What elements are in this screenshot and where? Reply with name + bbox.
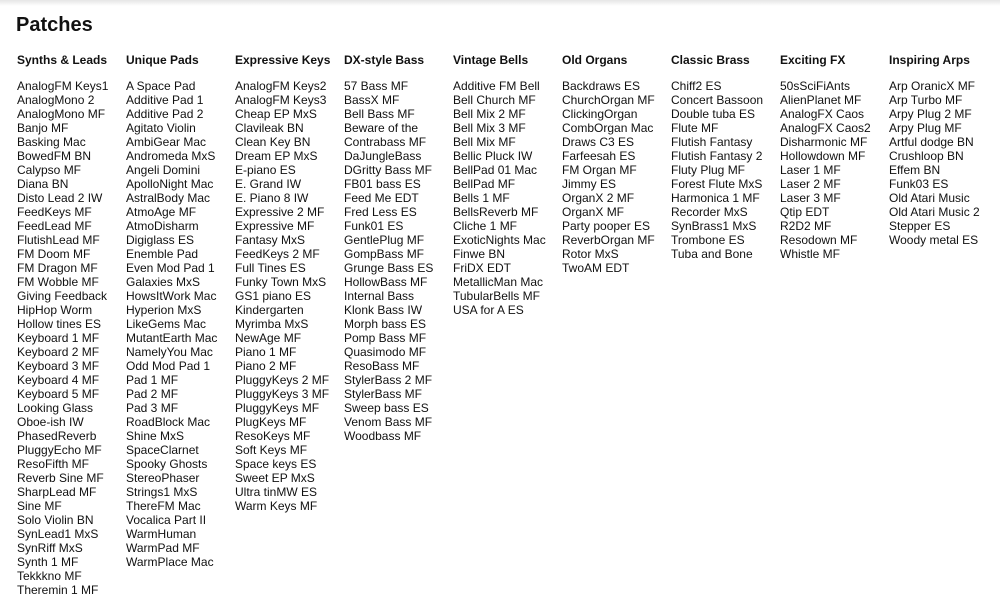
patch-item[interactable]: Additive Pad 1 <box>126 93 204 107</box>
patch-item[interactable]: Vocalica Part II <box>126 513 207 527</box>
patch-item[interactable]: Banjo MF <box>17 121 69 135</box>
patch-item[interactable]: ApolloNight Mac <box>126 177 214 191</box>
patch-item[interactable]: Disto Lead 2 IW <box>17 191 103 205</box>
patch-item[interactable]: Giving Feedback <box>17 289 108 303</box>
patch-item[interactable]: ResoFifth MF <box>17 457 90 471</box>
patch-item[interactable]: Soft Keys MF <box>235 443 308 457</box>
patch-item[interactable]: AnalogFM Keys3 <box>235 93 327 107</box>
category-title: Classic Brass <box>671 53 750 67</box>
patch-item[interactable]: Cheap EP MxS <box>235 107 317 121</box>
category-title: Synths & Leads <box>17 53 108 67</box>
patch-item[interactable]: AlienPlanet MF <box>780 93 862 107</box>
patch-item[interactable]: Old Atari Music <box>889 191 970 205</box>
patch-item[interactable]: PluggyKeys MF <box>235 401 320 415</box>
patch-item[interactable]: FeedKeys MF <box>17 205 92 219</box>
patch-item[interactable]: OrganX MF <box>562 205 625 219</box>
patch-item[interactable]: Sweep bass ES <box>344 401 429 415</box>
patch-item[interactable]: Laser 3 MF <box>780 191 841 205</box>
patch-item[interactable]: AstralBody Mac <box>126 191 211 205</box>
patch-item[interactable]: FM Dragon MF <box>17 261 98 275</box>
patch-item[interactable]: RoadBlock Mac <box>126 415 211 429</box>
patch-item[interactable]: Bell Mix 3 MF <box>453 121 526 135</box>
patch-item[interactable]: Trombone ES <box>671 233 745 247</box>
patch-item[interactable]: Hollow tines ES <box>17 317 102 331</box>
patch-item[interactable]: ChurchOrgan MF <box>562 93 655 107</box>
patch-list <box>780 79 889 261</box>
patch-item[interactable]: Sine MF <box>17 499 62 513</box>
patch-columns <box>17 51 998 597</box>
patch-item[interactable]: HipHop Worm <box>17 303 93 317</box>
patch-item[interactable]: Keyboard 5 MF <box>17 387 100 401</box>
patch-item[interactable]: Flute MF <box>671 121 719 135</box>
patch-item[interactable]: Solo Violin BN <box>17 513 94 527</box>
category-title: DX-style Bass <box>344 53 425 67</box>
patch-item[interactable]: Fantasy MxS <box>235 233 306 247</box>
patch-item[interactable]: Quasimodo MF <box>344 345 427 359</box>
patch-item[interactable]: Expressive MF <box>235 219 315 233</box>
patch-item[interactable]: Funk03 ES <box>889 177 949 191</box>
patch-item[interactable]: FM Doom MF <box>17 247 91 261</box>
patch-item[interactable]: Arp Turbo MF <box>889 93 963 107</box>
patch-item[interactable]: Recorder MxS <box>671 205 748 219</box>
patch-item[interactable]: AnalogMono MF <box>17 107 106 121</box>
patch-item[interactable]: Finwe BN <box>453 247 506 261</box>
patch-item[interactable]: Additive Pad 2 <box>126 107 204 121</box>
patch-item[interactable]: Bellic Pluck IW <box>453 149 533 163</box>
patch-item[interactable]: Piano 2 MF <box>235 359 297 373</box>
patch-item[interactable]: AnalogFX Caos2 <box>780 121 871 135</box>
patch-list <box>889 79 998 247</box>
patch-item[interactable]: Diana BN <box>17 177 69 191</box>
patch-item[interactable]: Arpy Plug 2 MF <box>889 107 972 121</box>
category-title: Expressive Keys <box>235 53 331 67</box>
page-title: Patches <box>16 14 93 36</box>
patch-item[interactable]: ReverbOrgan MF <box>562 233 655 247</box>
patch-item[interactable]: AtmoDisharm <box>126 219 199 233</box>
patch-item[interactable]: FB01 bass ES <box>344 177 421 191</box>
patch-item[interactable]: Chiff2 ES <box>671 79 722 93</box>
patch-item[interactable]: GompBass MF <box>344 247 425 261</box>
patch-item[interactable]: 57 Bass MF <box>344 79 409 93</box>
patch-item[interactable]: GS1 piano ES <box>235 289 312 303</box>
patch-item[interactable]: Angeli Domini <box>126 163 201 177</box>
patch-item[interactable]: Dream EP MxS <box>235 149 318 163</box>
patch-item[interactable]: Fred Less ES <box>344 205 417 219</box>
patch-item[interactable]: AnalogFM Keys2 <box>235 79 327 93</box>
patch-item[interactable]: 50sSciFiAnts <box>780 79 851 93</box>
patch-item[interactable]: Pomp Bass MF <box>344 331 427 345</box>
patch-list <box>671 79 780 261</box>
patch-item[interactable]: Theremin 1 MF <box>17 583 99 597</box>
patch-item[interactable]: Kindergarten <box>235 303 304 317</box>
patch-item[interactable]: MetallicMan Mac <box>453 275 544 289</box>
patch-item[interactable]: Pad 2 MF <box>126 387 179 401</box>
patch-item[interactable]: Hyperion MxS <box>126 303 202 317</box>
patch-item[interactable]: Oboe-ish IW <box>17 415 84 429</box>
patch-item[interactable]: Andromeda MxS <box>126 149 216 163</box>
patch-item[interactable]: Spooky Ghosts <box>126 457 208 471</box>
patch-item[interactable]: BellPad 01 Mac <box>453 163 538 177</box>
patch-item[interactable]: Digiglass ES <box>126 233 195 247</box>
patch-item[interactable]: Farfeesah ES <box>562 149 636 163</box>
patch-item[interactable]: Bell Church MF <box>453 93 536 107</box>
patch-item[interactable]: LikeGems Mac <box>126 317 207 331</box>
patch-item[interactable]: SynLead1 MxS <box>17 527 99 541</box>
patch-item[interactable]: Jimmy ES <box>562 177 616 191</box>
patch-item[interactable]: Backdraws ES <box>562 79 641 93</box>
patch-item[interactable]: Agitato Violin <box>126 121 196 135</box>
patch-item[interactable]: Expressive 2 MF <box>235 205 325 219</box>
patch-item[interactable]: Stepper ES <box>889 219 951 233</box>
patch-item[interactable]: BassX MF <box>344 93 400 107</box>
patch-list <box>344 79 453 443</box>
patch-item[interactable]: Flutish Fantasy <box>671 135 753 149</box>
patch-item[interactable]: Funk01 ES <box>344 219 404 233</box>
patch-item[interactable]: Piano 1 MF <box>235 345 297 359</box>
patch-item[interactable]: Ultra tinMW ES <box>235 485 318 499</box>
category-title: Inspiring Arps <box>889 53 970 67</box>
patch-item[interactable]: Galaxies MxS <box>126 275 201 289</box>
patch-item[interactable]: E. Grand IW <box>235 177 302 191</box>
patch-item[interactable]: R2D2 MF <box>780 219 832 233</box>
patch-item[interactable]: Artful dodge BN <box>889 135 974 149</box>
patch-item[interactable]: Effem BN <box>889 163 941 177</box>
category-column-old-organs <box>562 51 671 597</box>
patch-item[interactable]: Hollowdown MF <box>780 149 866 163</box>
category-title: Unique Pads <box>126 53 199 67</box>
patch-item[interactable]: Reverb Sine MF <box>17 471 104 485</box>
patch-item[interactable]: OrganX 2 MF <box>562 191 635 205</box>
patch-item[interactable]: Clean Key BN <box>235 135 311 149</box>
patch-item[interactable]: FM Organ MF <box>562 163 637 177</box>
patch-item[interactable]: Woodbass MF <box>344 429 422 443</box>
patch-item[interactable]: AnalogMono 2 <box>17 93 95 107</box>
patch-item[interactable]: Pad 1 MF <box>126 373 179 387</box>
patch-item[interactable]: WarmHuman <box>126 527 197 541</box>
patch-item[interactable]: Woody metal ES <box>889 233 979 247</box>
patch-item[interactable]: Keyboard 2 MF <box>17 345 100 359</box>
category-column-vintage-bells <box>453 51 562 597</box>
patch-item[interactable]: WarmPad MF <box>126 541 200 555</box>
patch-item[interactable]: WarmPlace Mac <box>126 555 214 569</box>
patch-item[interactable]: NewAge MF <box>235 331 302 345</box>
patch-item[interactable]: Draws C3 ES <box>562 135 635 149</box>
patch-item[interactable]: Qtip EDT <box>780 205 830 219</box>
patch-item[interactable]: Laser 1 MF <box>780 163 841 177</box>
patch-item[interactable]: AnalogFX Caos <box>780 107 865 121</box>
patch-item[interactable]: Laser 2 MF <box>780 177 841 191</box>
patch-item[interactable]: StylerBass MF <box>344 387 423 401</box>
patch-item[interactable]: BellsReverb MF <box>453 205 539 219</box>
patch-item[interactable]: Clavileak BN <box>235 121 304 135</box>
patch-item[interactable]: ExoticNights Mac <box>453 233 546 247</box>
patch-item[interactable]: USA for A ES <box>453 303 524 317</box>
patch-item[interactable]: SynRiff MxS <box>17 541 83 555</box>
patch-item[interactable]: FM Wobble MF <box>17 275 99 289</box>
patch-list <box>562 79 671 275</box>
patch-item[interactable]: Contrabass MF <box>344 135 427 149</box>
patch-item[interactable]: ClickingOrgan <box>562 107 638 121</box>
patch-item[interactable]: Calypso MF <box>17 163 82 177</box>
patch-list <box>235 79 344 513</box>
patch-list <box>453 79 562 317</box>
patch-item[interactable]: Keyboard 1 MF <box>17 331 100 345</box>
patch-item[interactable]: Rotor MxS <box>562 247 619 261</box>
patch-item[interactable]: SynBrass1 MxS <box>671 219 757 233</box>
patch-item[interactable]: Venom Bass MF <box>344 415 433 429</box>
patch-item[interactable]: Cliche 1 MF <box>453 219 518 233</box>
patch-item[interactable]: Double tuba ES <box>671 107 756 121</box>
patch-item[interactable]: PluggyEcho MF <box>17 443 102 457</box>
patch-item[interactable]: SharpLead MF <box>17 485 97 499</box>
patch-item[interactable]: StereoPhaser <box>126 471 200 485</box>
patch-item[interactable]: FriDX EDT <box>453 261 511 275</box>
patch-item[interactable]: MutantEarth Mac <box>126 331 218 345</box>
patch-item[interactable]: AnalogFM Keys1 <box>17 79 109 93</box>
patch-item[interactable]: Klonk Bass IW <box>344 303 423 317</box>
patch-item[interactable]: Bells 1 MF <box>453 191 510 205</box>
category-column-expressive-keys <box>235 51 344 597</box>
patch-item[interactable]: DaJungleBass <box>344 149 422 163</box>
patch-list <box>17 79 126 597</box>
patch-item[interactable]: Full Tines ES <box>235 261 306 275</box>
patch-item[interactable]: Warm Keys MF <box>235 499 318 513</box>
patch-item[interactable]: Concert Bassoon <box>671 93 764 107</box>
patch-item[interactable]: PhasedReverb <box>17 429 97 443</box>
patch-item[interactable]: Space keys ES <box>235 457 317 471</box>
patch-item[interactable]: Strings1 MxS <box>126 485 198 499</box>
patch-item[interactable]: HowsItWork Mac <box>126 289 217 303</box>
category-column-dx-style-bass <box>344 51 453 597</box>
category-title: Exciting FX <box>780 53 846 67</box>
patch-item[interactable]: TwoAM EDT <box>562 261 630 275</box>
patch-item[interactable]: Morph bass ES <box>344 317 427 331</box>
patch-item[interactable]: Enemble Pad <box>126 247 199 261</box>
category-column-unique-pads <box>126 51 235 597</box>
patch-item[interactable]: Additive FM Bell <box>453 79 540 93</box>
patch-item[interactable]: BowedFM BN <box>17 149 92 163</box>
patch-item[interactable]: Harmonica 1 MF <box>671 191 760 205</box>
patch-item[interactable]: Internal Bass <box>344 289 415 303</box>
patch-item[interactable]: Beware of the <box>344 121 419 135</box>
patch-item[interactable]: Bell Bass MF <box>344 107 415 121</box>
patch-item[interactable]: Keyboard 3 MF <box>17 359 100 373</box>
patch-item[interactable]: Feed Me EDT <box>344 191 419 205</box>
patch-item[interactable]: Arp OranicX MF <box>889 79 976 93</box>
patch-item[interactable]: Looking Glass <box>17 401 94 415</box>
patch-item[interactable]: Keyboard 4 MF <box>17 373 100 387</box>
patch-item[interactable]: Fluty Plug MF <box>671 163 746 177</box>
patch-item[interactable]: Whistle MF <box>780 247 840 261</box>
patch-item[interactable]: E. Piano 8 IW <box>235 191 309 205</box>
patch-item[interactable]: Bell Mix 2 MF <box>453 107 526 121</box>
patch-item[interactable]: Pad 3 MF <box>126 401 179 415</box>
patch-item[interactable]: PlugKeys MF <box>235 415 307 429</box>
patch-item[interactable]: FlutishLead MF <box>17 233 100 247</box>
category-title: Vintage Bells <box>453 53 529 67</box>
patch-item[interactable]: Funky Town MxS <box>235 275 327 289</box>
patch-item[interactable]: Even Mod Pad 1 <box>126 261 215 275</box>
patch-item[interactable]: Shine MxS <box>126 429 185 443</box>
patch-item[interactable]: Old Atari Music 2 <box>889 205 980 219</box>
patch-item[interactable]: Tekkkno MF <box>17 569 82 583</box>
patch-item[interactable]: ResoBass MF <box>344 359 420 373</box>
patch-item[interactable]: E-piano ES <box>235 163 296 177</box>
category-column-synths-leads <box>17 51 126 597</box>
patch-item[interactable]: FeedKeys 2 MF <box>235 247 320 261</box>
patch-item[interactable]: BellPad MF <box>453 177 516 191</box>
patch-item[interactable]: Disharmonic MF <box>780 135 868 149</box>
patch-item[interactable]: Myrimba MxS <box>235 317 309 331</box>
patch-item[interactable]: SpaceClarnet <box>126 443 199 457</box>
patch-item[interactable]: AtmoAge MF <box>126 205 197 219</box>
patch-item[interactable]: AmbiGear Mac <box>126 135 207 149</box>
patch-item[interactable]: Tuba and Bone <box>671 247 753 261</box>
patch-item[interactable]: CombOrgan Mac <box>562 121 654 135</box>
patch-item[interactable]: Forest Flute MxS <box>671 177 763 191</box>
category-column-inspiring-arps <box>889 51 998 597</box>
patch-item[interactable]: StylerBass 2 MF <box>344 373 433 387</box>
category-column-classic-brass <box>671 51 780 597</box>
patch-item[interactable]: Sweet EP MxS <box>235 471 315 485</box>
patch-item[interactable]: Arpy Plug MF <box>889 121 962 135</box>
patch-item[interactable]: FeedLead MF <box>17 219 92 233</box>
patch-item[interactable]: Crushloop BN <box>889 149 964 163</box>
patch-item[interactable]: NamelyYou Mac <box>126 345 213 359</box>
patch-list <box>126 79 235 569</box>
patch-item[interactable]: A Space Pad <box>126 79 196 93</box>
patch-item[interactable]: Odd Mod Pad 1 <box>126 359 211 373</box>
category-column-exciting-fx <box>780 51 889 597</box>
patch-item[interactable]: HollowBass MF <box>344 275 428 289</box>
patch-item[interactable]: Grunge Bass ES <box>344 261 434 275</box>
patch-item[interactable]: Synth 1 MF <box>17 555 79 569</box>
patch-item[interactable]: Party pooper ES <box>562 219 651 233</box>
patch-item[interactable]: ResoKeys MF <box>235 429 311 443</box>
patch-item[interactable]: PluggyKeys 3 MF <box>235 387 330 401</box>
patch-item[interactable]: TubularBells MF <box>453 289 540 303</box>
patch-item[interactable]: PluggyKeys 2 MF <box>235 373 330 387</box>
patch-item[interactable]: Resodown MF <box>780 233 858 247</box>
patch-item[interactable]: GentlePlug MF <box>344 233 425 247</box>
patch-item[interactable]: Flutish Fantasy 2 <box>671 149 763 163</box>
patch-item[interactable]: Basking Mac <box>17 135 86 149</box>
category-title: Old Organs <box>562 53 628 67</box>
patch-item[interactable]: DGritty Bass MF <box>344 163 433 177</box>
patch-item[interactable]: ThereFM Mac <box>126 499 201 513</box>
top-shadow-bar <box>0 0 1000 6</box>
patch-item[interactable]: Bell Mix MF <box>453 135 516 149</box>
